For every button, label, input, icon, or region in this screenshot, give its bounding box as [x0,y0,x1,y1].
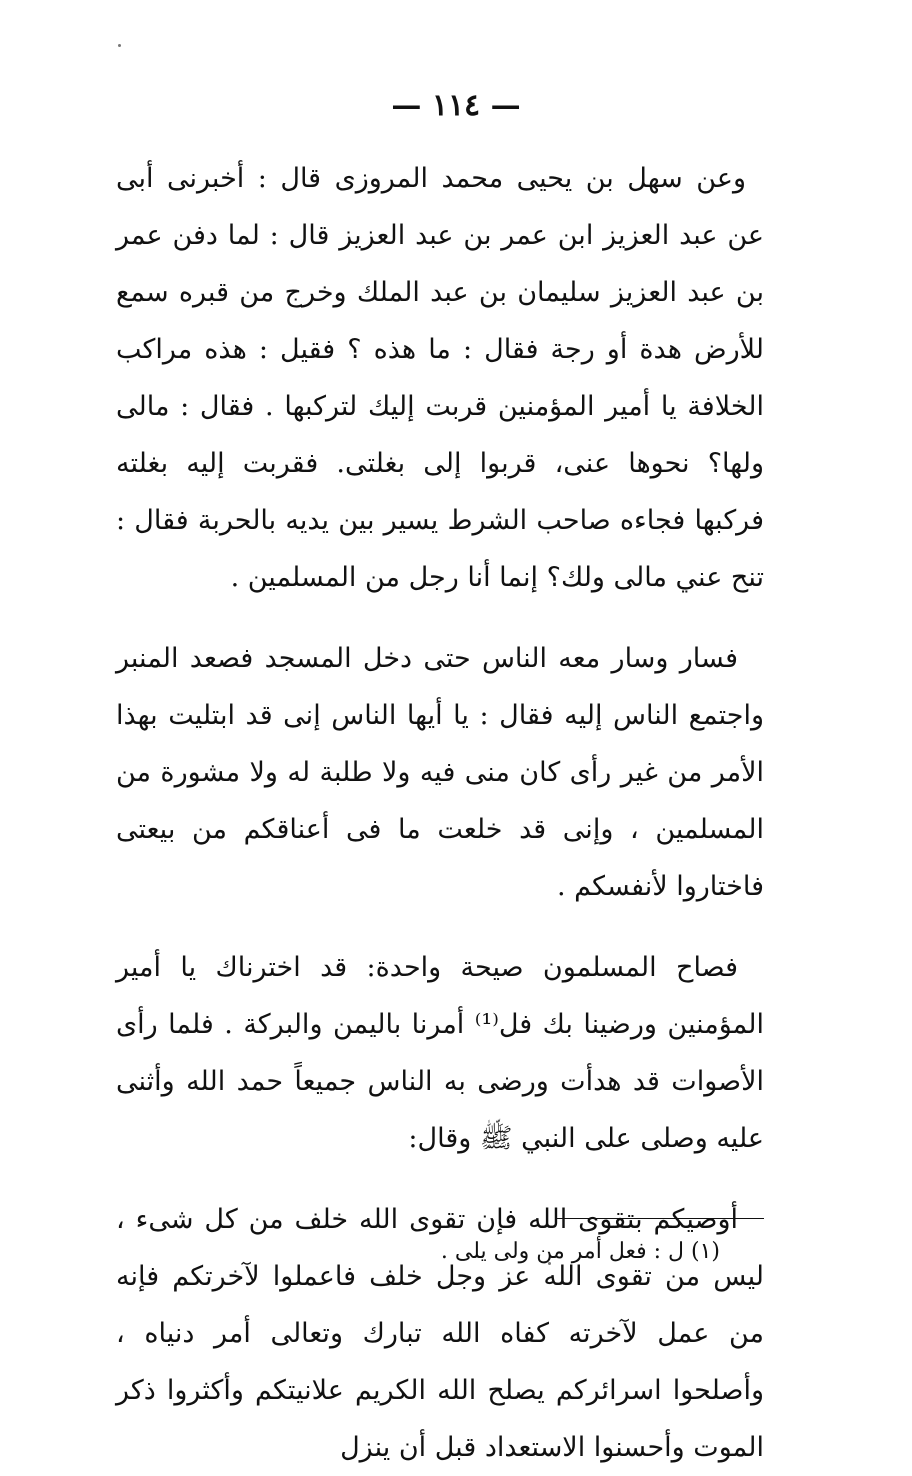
paragraph-2: فسار وسار معه الناس حتى دخل المسجد فصعد المنبر واجتمع الناس إليه فقال : يا أيها الناس إنى قد ابتليت بهذا الأمر من غير رأى كان منى فيه ولا طلبة له ولا مشورة من المسلمين ، وإنى قد خلعت ما فى أعناقكم من بيعتى فاختاروا لأنفسكم . [116,643,764,902]
paragraph-3: فصاح المسلمون صيحة واحدة: قد اخترناك يا أمير المؤمنين ورضينا بك فل⁽¹⁾ أمرنا باليمن والبركة . فلما رأى الأصوات قد هدأت ورضى به الناس جميعاً حمد الله وأثنى عليه وصلى على النبي ﷺ وقال: [116,952,764,1154]
body-text [116,150,764,1476]
paragraph-1: وعن سهل بن يحيى محمد المروزى قال : أخبرنى أبى عن عبد العزيز ابن عمر بن عبد العزيز قال : لما دفن عمر بن عبد العزيز سليمان بن عبد الملك وخرج من قبره سمع للأرض هدة أو رجة فقال : ما هذه ؟ فقيل : هذه مراكب الخلافة يا أمير المؤمنين قربت إليك لتركبها . فقال : مالى ولها؟ نحوها عنى، قربوا إلى بغلتى. فقربت إليه بغلته فركبها فجاءه صاحب الشرط يسير بين يديه بالحربة فقال : تنح عني مالى ولك؟ إنما أنا رجل من المسلمين . [116,163,764,593]
footnote: (١) ل : فعل أمر من ولى يلى . [440,1239,720,1264]
footnote-separator [556,1218,764,1219]
page-number: — ١١٤ — [391,88,521,123]
paper-speck [118,44,121,47]
paragraph-4: أوصيكم بتقوى الله فإن تقوى الله خلف من كل شىء ، ليس من تقوى الله عز وجل خلف فاعملوا لآخرتكم فإنه من عمل لآخرته كفاه الله تبارك وتعالى أمر دنياه ، وأصلحوا اسرائركم يصلح الله الكريم علانيتكم وأكثروا ذكر الموت وأحسنوا الاستعداد قبل أن ينزل [116,1204,764,1463]
